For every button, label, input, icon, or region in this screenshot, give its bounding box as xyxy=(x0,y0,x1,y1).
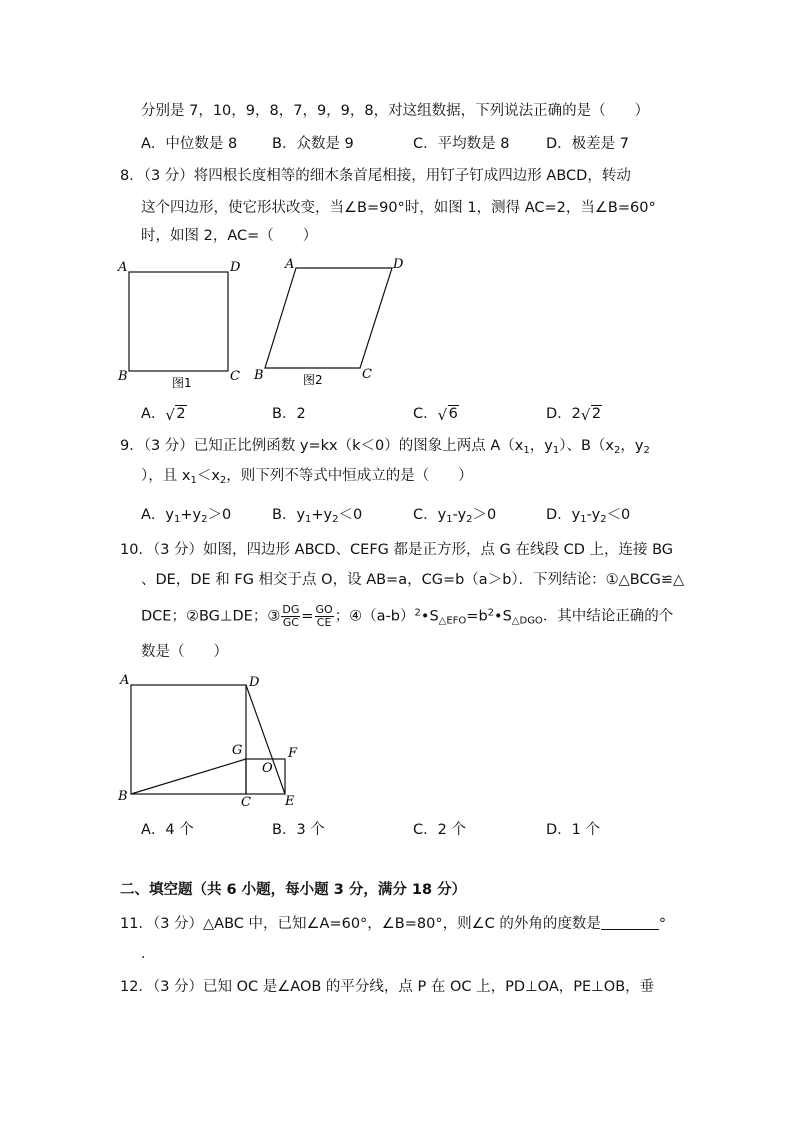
fig-label-c: C xyxy=(241,795,251,810)
sub-2: 2 xyxy=(643,445,650,456)
q10-option-d: D．1 个 xyxy=(546,822,600,838)
q9-opt-seg: A．y xyxy=(141,507,175,523)
q7-text: 分别是 7，10，9，8，7，9，9，8，对这组数据，下列说法正确的是（ ） xyxy=(141,103,650,119)
sqrt-symbol: √ 6 xyxy=(437,406,458,424)
fig2-label-b: B xyxy=(254,368,264,383)
q10-text-line1: 10．（3 分）如图，四边形 ABCD、CEFG 都是正方形，点 G 在线段 CD 上，连接 BG xyxy=(120,542,674,558)
q7-option-c: C．平均数是 8 xyxy=(413,136,510,152)
q8-text-line3: 时，如图 2，AC=（ ） xyxy=(141,228,318,244)
sup-2: 2 xyxy=(414,607,421,619)
frac-numerator: DG xyxy=(282,603,300,616)
q10-seg: ．其中结论正确的个 xyxy=(542,608,674,625)
q10-seg: •S xyxy=(494,608,512,625)
fig1-label-c: C xyxy=(230,369,240,384)
q9-seg: ，y xyxy=(529,438,553,454)
q8-option-b: B．2 xyxy=(272,406,306,422)
sub-2: 2 xyxy=(201,514,208,525)
frac-numerator: GO xyxy=(315,603,333,616)
sqrt-symbol: √ 2 xyxy=(165,406,186,424)
q9-opt-seg: +y xyxy=(311,507,333,523)
q7-option-d: D．极差是 7 xyxy=(546,136,629,152)
q10-seg: =b xyxy=(466,608,488,625)
sub-1: 1 xyxy=(174,514,181,525)
fig2-label-d: D xyxy=(393,257,404,272)
q9-opt-seg: ＞0 xyxy=(472,507,497,523)
q10-seg: DCE；②BG⊥DE；③ xyxy=(141,608,281,625)
segment-de xyxy=(246,685,285,794)
fig-label-f: F xyxy=(288,746,298,761)
q8-text-line1: 8．（3 分）将四根长度相等的细木条首尾相接，用钉子钉成四边形 ABCD，转动 xyxy=(120,168,631,184)
square-abcd xyxy=(131,685,246,794)
q9-opt-seg: B．y xyxy=(272,507,306,523)
sqrt-symbol: √ 2 xyxy=(580,406,602,424)
sub-2: 2 xyxy=(332,514,339,525)
fig-label-g: G xyxy=(232,743,243,758)
q10-seg: •S xyxy=(420,608,439,625)
sub-2: 2 xyxy=(219,475,227,486)
q9-seg: ），且 x xyxy=(141,468,191,484)
sub-1: 1 xyxy=(190,475,197,486)
fig1-caption: 图1 xyxy=(172,376,192,390)
fig-label-o: O xyxy=(262,761,273,776)
q10-option-a: A．4 个 xyxy=(141,822,194,838)
q8-option-d-label: D．2 xyxy=(546,406,581,422)
q9-opt-seg: -y xyxy=(586,507,601,523)
q7-option-b: B．众数是 9 xyxy=(272,136,354,152)
q10-text-line2: 、DE，DE 和 FG 相交于点 O，设 AB=a，CG=b（a＞b）．下列结论：①△BCG≌△ xyxy=(141,572,685,588)
q8-option-a-radicand: 2 xyxy=(176,406,186,422)
q12-text-line1: 12．（3 分）已知 OC 是∠AOB 的平分线，点 P 在 OC 上，PD⊥OA，PE⊥OB，垂 xyxy=(120,979,655,995)
section-title: 二、填空题（共 6 小题，每小题 3 分，满分 18 分） xyxy=(120,882,467,898)
q9-seg: 9．（3 分）已知正比例函数 y=kx（k＜0）的图象上两点 A（x xyxy=(120,438,524,454)
fig1-label-b: B xyxy=(118,369,128,384)
sub-2: 2 xyxy=(466,514,473,525)
q9-opt-seg: ＜0 xyxy=(338,507,363,523)
q8-option-a-label: A． xyxy=(141,406,166,422)
answer-blank[interactable] xyxy=(601,915,659,930)
sub-1: 1 xyxy=(305,514,312,525)
fig-label-e: E xyxy=(285,794,295,809)
fig2-label-a: A xyxy=(285,257,295,272)
q8-option-c-radicand: 6 xyxy=(448,406,458,422)
sub-1: 1 xyxy=(552,445,560,456)
sub-efo: △EFO xyxy=(438,615,467,627)
sub-2: 2 xyxy=(613,445,621,456)
q10-text-line4: 数是（ ） xyxy=(141,644,228,660)
q9-opt-seg: ＜0 xyxy=(606,507,631,523)
fig-label-a: A xyxy=(120,673,130,688)
q9-opt-seg: -y xyxy=(452,507,467,523)
q9-seg: ，y xyxy=(620,438,644,454)
degree-unit: ° xyxy=(658,916,667,932)
q10-seg: ；④（a-b） xyxy=(334,608,415,625)
q9-seg: ）、B（x xyxy=(559,438,614,454)
q8-option-c-label: C． xyxy=(413,406,438,422)
sup-2: 2 xyxy=(487,607,495,619)
q9-opt-seg: ＞0 xyxy=(207,507,232,523)
q9-opt-seg: C．y xyxy=(413,507,447,523)
equals-sign: = xyxy=(301,608,314,625)
fig2-caption: 图2 xyxy=(303,373,323,387)
sub-1: 1 xyxy=(446,514,453,525)
q11-text-line2: ． xyxy=(141,946,156,962)
sub-2: 2 xyxy=(600,514,607,525)
sub-1: 1 xyxy=(523,445,530,456)
q9-seg: ＜x xyxy=(196,468,220,484)
fig1-label-a: A xyxy=(118,260,128,275)
q10-option-c: C．2 个 xyxy=(413,822,466,838)
frac-denominator: CE xyxy=(316,616,332,629)
fig-label-d: D xyxy=(249,675,260,690)
q9-opt-seg: +y xyxy=(180,507,202,523)
fig1-label-d: D xyxy=(230,260,241,275)
fig-label-b: B xyxy=(118,789,128,804)
segment-bg xyxy=(131,759,246,794)
frac-denominator: GC xyxy=(282,616,299,629)
q9-seg: ，则下列不等式中恒成立的是（ ） xyxy=(226,468,473,484)
q8-option-d-radicand: 2 xyxy=(591,406,602,422)
sub-dgo: △DGO xyxy=(511,615,543,627)
q7-option-a: A．中位数是 8 xyxy=(141,136,238,152)
q8-text-line2: 这个四边形，使它形状改变，当∠B=90°时，如图 1，测得 AC=2，当∠B=60° xyxy=(141,200,656,216)
q11-seg: 11．（3 分）△ABC 中，已知∠A=60°，∠B=80°，则∠C 的外角的度数是 xyxy=(120,916,601,932)
q11-text-line1 xyxy=(120,914,666,934)
q10-option-b: B．3 个 xyxy=(272,822,325,838)
q9-opt-seg: D．y xyxy=(546,507,581,523)
sub-1: 1 xyxy=(580,514,587,525)
fig2-label-c: C xyxy=(362,367,372,382)
